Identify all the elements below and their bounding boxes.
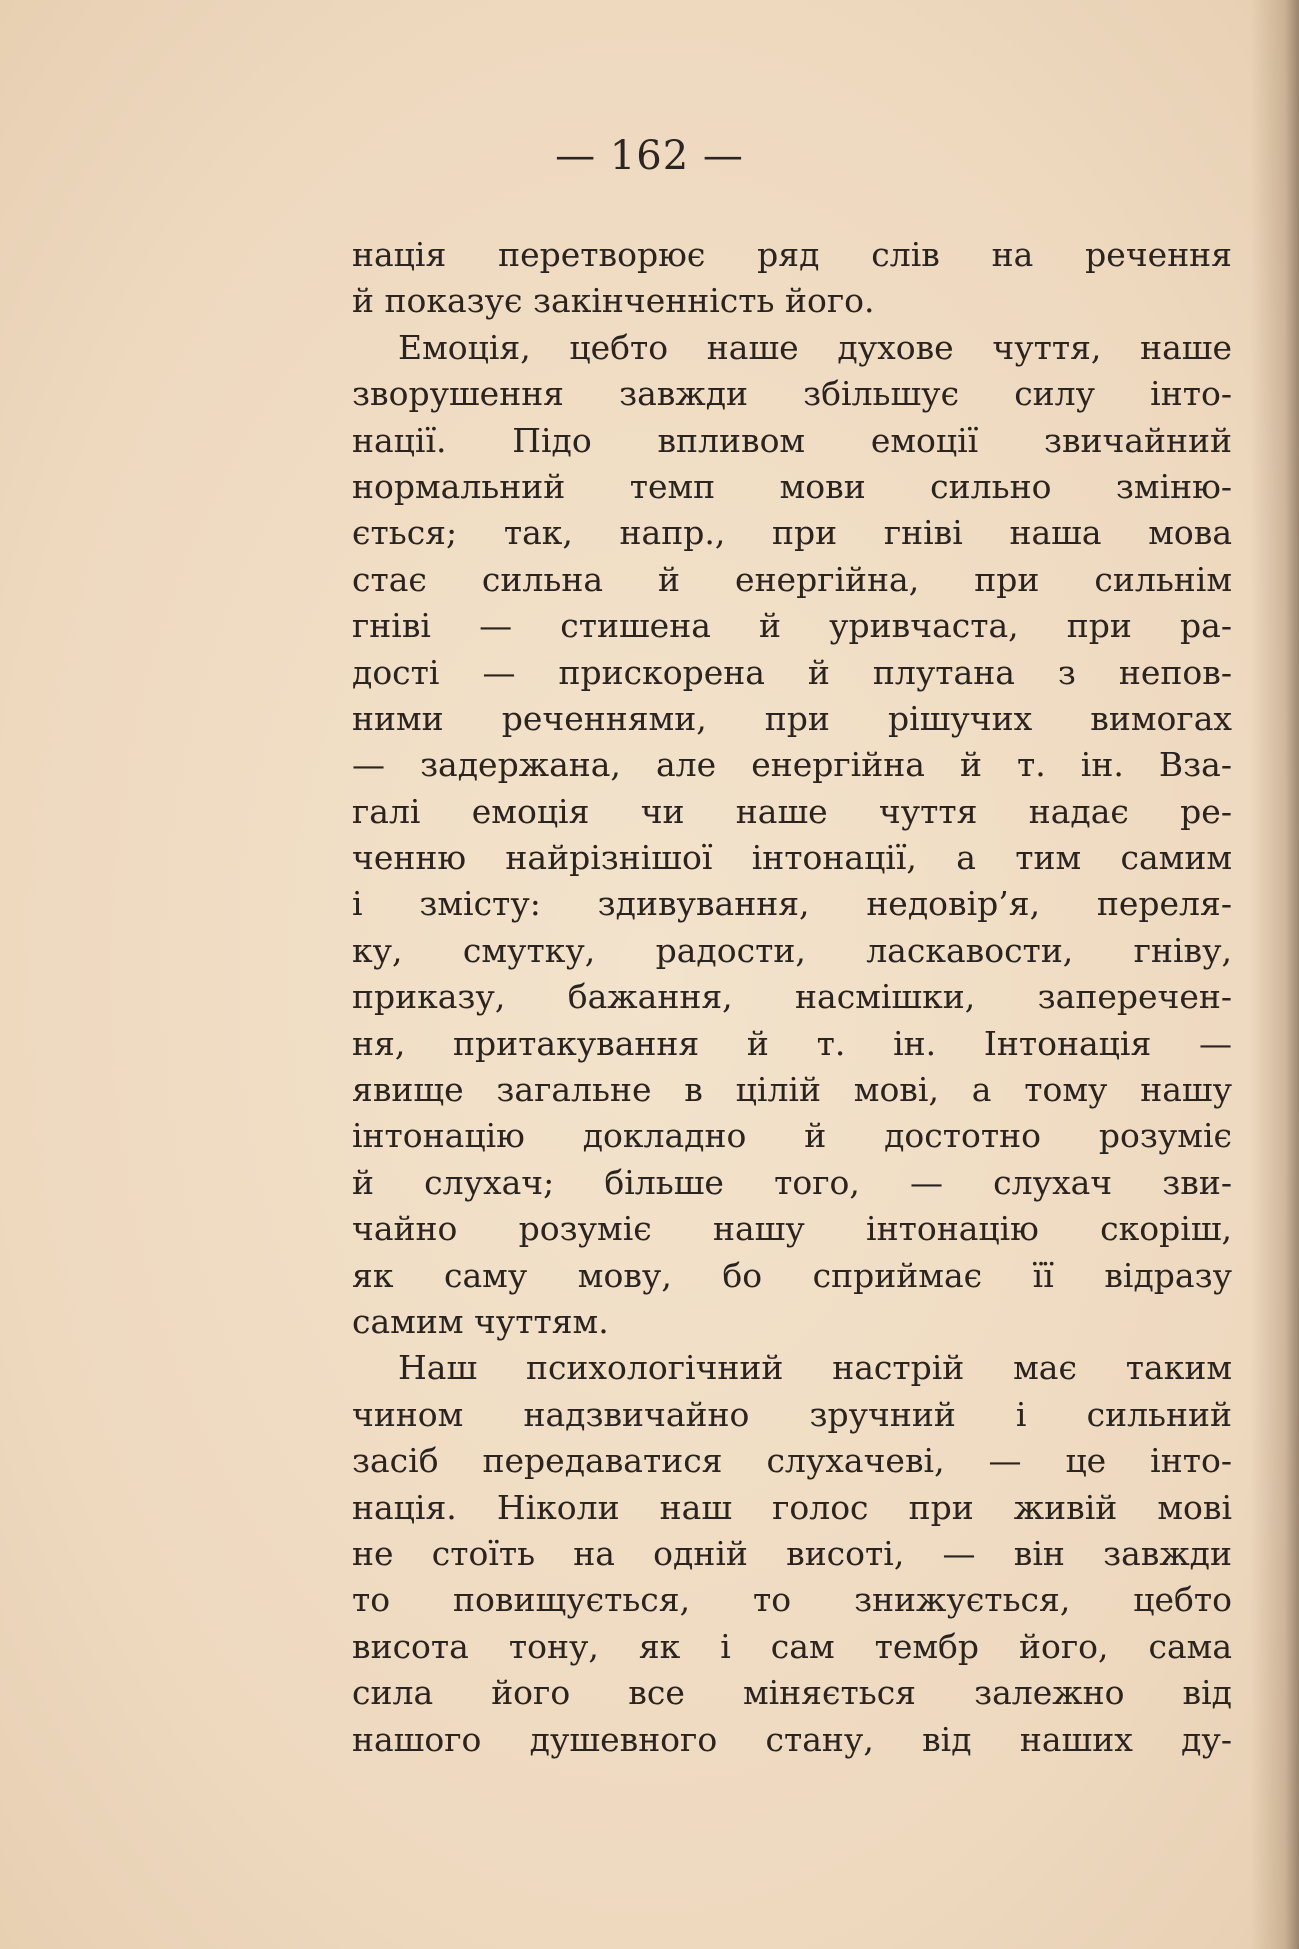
text-line: дості — прискорена й плутана з непов- [352, 652, 1232, 692]
text-line: й слухач; більше того, — слухач зви- [352, 1162, 1232, 1202]
text-line: ється; так, напр., при гніві наша мова [352, 513, 1232, 553]
text-line: Наш психологічний настрій має таким [398, 1348, 1232, 1388]
text-line: ку, смутку, радости, ласкавости, гніву, [352, 930, 1232, 970]
text-line: зворушення завжди збільшує силу інто- [352, 374, 1232, 414]
text-line: нація. Ніколи наш голос при живій мові [352, 1487, 1232, 1527]
text-line: нормальний темп мови сильно зміню- [352, 466, 1232, 506]
text-line: висота тону, як і сам тембр його, сама [352, 1626, 1232, 1666]
text-line: то повищується, то знижується, цебто [352, 1580, 1232, 1620]
text-line: — задержана, але енергійна й т. ін. Вза- [352, 745, 1232, 785]
text-line: чином надзвичайно зручний і сильний [352, 1394, 1232, 1434]
text-line: самим чуттям. [352, 1301, 609, 1341]
text-line: стає сильна й енергійна, при сильнім [352, 559, 1232, 599]
text-line: ня, притакування й т. ін. Інтонація — [352, 1023, 1232, 1063]
text-line: приказу, бажання, насмішки, заперечен- [352, 977, 1232, 1017]
text-line: й показує закінченність його. [352, 281, 875, 321]
text-line: нації. Підо впливом емоції звичайний [352, 420, 1232, 460]
text-line: не стоїть на одній висоті, — він завжди [352, 1533, 1232, 1573]
body-text [352, 232, 1232, 1763]
text-line: чайно розуміє нашу інтонацію скоріш, [352, 1209, 1232, 1249]
text-line: засіб передаватися слухачеві, — це інто- [352, 1441, 1232, 1481]
text-line: інтонацію докладно й достотно розуміє [352, 1116, 1232, 1156]
text-line: ченню найрізнішої інтонації, а тим самим [352, 838, 1232, 878]
text-line: нашого душевного стану, від наших ду- [352, 1719, 1232, 1759]
text-line: ними реченнями, при рішучих вимогах [352, 698, 1232, 738]
text-line: гніві — стишена й уривчаста, при ра- [352, 606, 1232, 646]
text-line: галі емоція чи наше чуття надає ре- [352, 791, 1232, 831]
text-line: як саму мову, бо сприймає її відразу [352, 1255, 1232, 1295]
page-number: — 162 — [555, 133, 744, 179]
text-line: нація перетворює ряд слів на речення [352, 235, 1232, 274]
text-line: сила його все міняється залежно від [352, 1673, 1232, 1713]
text-line: і змісту: здивування, недовір’я, переля- [352, 884, 1232, 924]
text-line: Емоція, цебто наше духове чуття, наше [398, 327, 1232, 367]
text-line: явище загальне в цілій мові, а тому нашу [352, 1070, 1232, 1110]
